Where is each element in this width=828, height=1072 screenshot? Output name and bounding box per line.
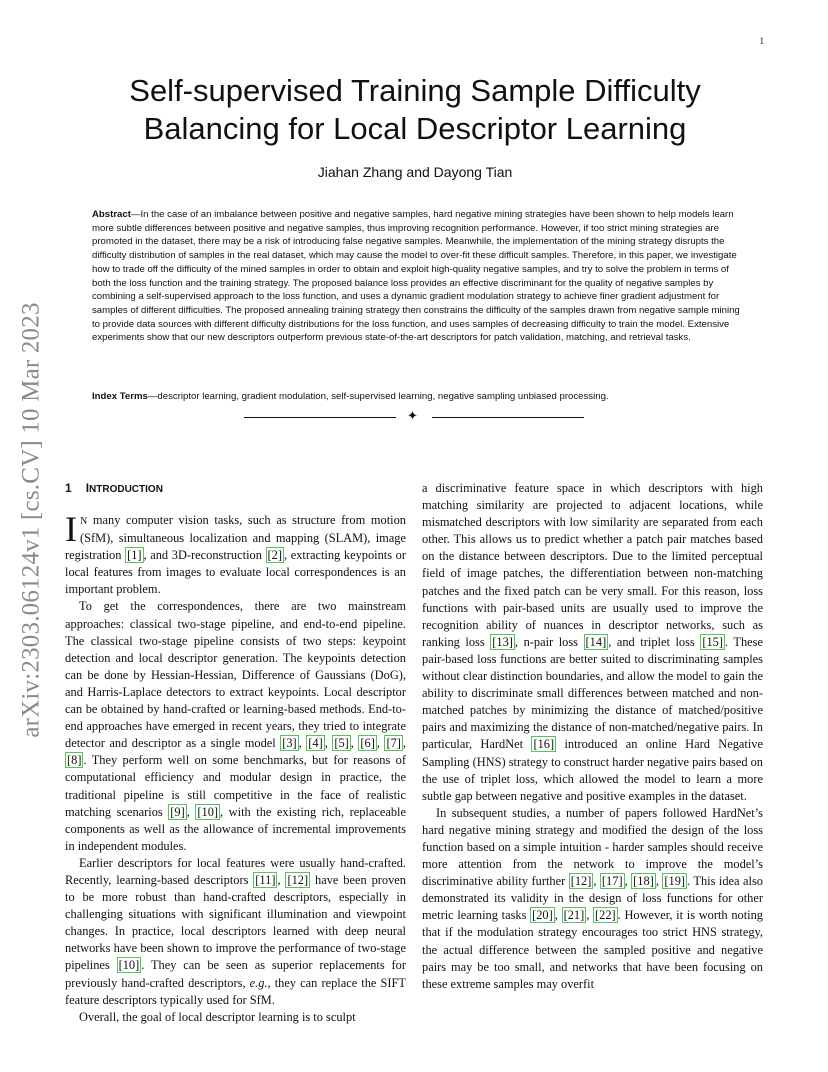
right-column xyxy=(422,480,763,993)
text-run: a discriminative feature space in which descriptors with high matching similarity are projected to adjacent locations, while mismatched descriptors with low similarity are separated from each other. This allows us to predict whether a patch pair matches based on the distance between descriptors. Due to the limited perceptual field of image patches, the differentiation between non-matching patches and the fixed patch can be very small. For this reason, loss functions with pair-based units are usually used to improve the recognition ability of nuances in descriptor networks, such as ranking loss xyxy=(422,481,763,649)
index-terms-label: Index Terms xyxy=(92,391,148,402)
citation-link[interactable]: [4] xyxy=(308,736,323,751)
separator: , xyxy=(376,736,385,751)
abstract-text: —In the case of an imbalance between positive and negative samples, hard negative mining strategies have been shown to help models learn more subtle differences between positive and negative samples, thus improving recognition performance. However, if too strict mining strategies are promoted in the dataset, there may be a risk of introducing false negative samples. Meanwhile, the implementation of the mining strategy disrupts the difficulty distribution of samples in the real dataset, which may cause the model to over-fit these difficult samples. Therefore, in this paper, we investigate how to trade off the difficulty of the mined samples in order to obtain and exploit high-quality negative samples, and try to solve the problem in terms of both the loss function and the training strategy. The proposed balance loss provides an effective discriminant for the quality of negative samples by combining a self-supervised approach to the loss function, and uses a dynamic gradient modulation strategy to achieve finer gradient adjustment for samples of different difficulties. The proposed annealing training strategy then constrains the difficulty of the samples drawn from negative sample mining to provide data sources with different difficulty distributions for the loss function, and uses samples of decreasing difficulty to train the model. Extensive experiments show that our new descriptors outperform previous state-of-the-art descriptors for patch validation, matching, and retrieval tasks. xyxy=(92,209,740,344)
authors: Jiahan Zhang and Dayong Tian xyxy=(317,164,513,180)
text-run: many computer vision tasks, such as structure from motion (SfM), simultaneous localization and mapping (SLAM), image registration xyxy=(65,513,406,563)
text-run: . However, it is worth noting that if the modulation strategy encourages too strict HNS strategy, the actual difference between the sampled positive and negative pairs may be too small, and networks that have been focusing on these extreme samples may overfit xyxy=(422,908,763,991)
arxiv-sidebar xyxy=(12,280,52,760)
text-run: , they can replace the SIFT feature descriptors typically used for SfM. xyxy=(65,975,406,1007)
section-divider xyxy=(244,410,584,424)
citation-link[interactable]: [19] xyxy=(664,874,686,889)
drop-cap: I xyxy=(65,509,77,549)
citation-link[interactable]: [10] xyxy=(197,804,219,819)
paragraph xyxy=(422,805,763,993)
separator: , xyxy=(298,736,307,751)
citation-link[interactable]: [20] xyxy=(532,908,553,923)
separator: , xyxy=(586,908,594,923)
citation-link[interactable]: [9] xyxy=(170,804,185,819)
citation-link[interactable]: [10] xyxy=(118,958,140,973)
citation-link[interactable]: [22] xyxy=(595,908,616,923)
paragraph xyxy=(65,598,406,854)
citation-link[interactable]: [13] xyxy=(492,634,513,649)
section-title-initial: I xyxy=(85,481,90,495)
text-run: , with the existing rich, replaceable components as well as the allowance of incremental improvements in independent modules. xyxy=(65,804,407,853)
separator: , xyxy=(554,908,562,923)
citation-link[interactable]: [18] xyxy=(633,874,654,889)
abstract-label: Abstract xyxy=(92,209,131,220)
separator: , xyxy=(593,874,600,889)
text-run: introduced an online Hard Negative Sampling (HNS) strategy to construct harder negative pairs based on the use of triplet loss, which allowed the model to learn a more subtle gap between negative and positive examples in the dataset. xyxy=(422,737,763,803)
italic-text: e.g. xyxy=(249,975,268,990)
section-heading xyxy=(65,480,406,498)
star-icon: ✦ xyxy=(407,409,418,424)
paragraph xyxy=(65,509,406,598)
citation-link[interactable]: [2] xyxy=(267,548,282,563)
paragraph xyxy=(422,480,763,805)
arxiv-identifier[interactable]: arXiv:2303.06124v1 [cs.CV] 10 Mar 2023 xyxy=(18,302,46,738)
citation-link[interactable]: [12] xyxy=(570,874,592,889)
text-run: Overall, the goal of local descriptor learning is to sculpt xyxy=(79,1009,356,1024)
abstract xyxy=(92,208,742,345)
divider-line-right xyxy=(432,417,584,418)
text-run: Earlier descriptors for local features were usually hand-crafted. Recently, learning-based descriptors xyxy=(65,855,406,887)
section-number: 1 xyxy=(65,481,72,495)
section-title-rest: NTRODUCTION xyxy=(89,484,163,495)
page-number: 1 xyxy=(759,36,764,46)
left-column xyxy=(65,480,406,1026)
citation-link[interactable]: [6] xyxy=(360,736,375,751)
text-run: have been proven to be more robust than hand-crafted descriptors, especially in challenging situations with significant illumination and viewpoint changes. In practice, local descriptors learned with deep neural networks have been shown to improve the performance of two-stage pipelines xyxy=(65,872,406,973)
citation-link[interactable]: [14] xyxy=(585,634,607,649)
citation-link[interactable]: [16] xyxy=(533,737,555,752)
separator: , xyxy=(186,804,196,819)
citation-link[interactable]: [1] xyxy=(127,548,142,563)
paragraph xyxy=(65,855,406,1009)
text-run: In subsequent studies, a number of papers followed HardNet’s hard negative mining strategy and modified the design of the loss function based on a simple intuition - harder samples should receive more attention from the network to improve the model’s discriminative ability further xyxy=(422,805,763,889)
separator: , xyxy=(324,736,333,751)
separator: , xyxy=(655,874,663,889)
citation-link[interactable]: [15] xyxy=(702,634,723,649)
text-run: , and triplet loss xyxy=(608,634,701,649)
text-run: , extracting keypoints or local features from images to evaluate local correspondences is an important problem. xyxy=(65,548,406,597)
small-caps-text: N xyxy=(80,516,88,527)
text-run: . These pair-based loss functions are better suited to discriminating samples without clear distinction boundaries, and allow the model to gain the ability to discriminate small differences between matched and non-matched patches by minimizing the distance of matched/positive pairs and maximizing the distance of non-matched/negative pairs. In particular, HardNet xyxy=(422,634,763,752)
citation-link[interactable]: [5] xyxy=(334,736,349,751)
separator: , xyxy=(350,736,359,751)
text-run: To get the correspondences, there are two mainstream approaches: classical two-stage pipeline, and end-to-end pipeline. The classical two-stage pipeline consists of two steps: keypoint detection and local descriptor generation. The keypoints detection can be done by Hessian-Hessian, Difference of Gaussians (DoG), and Harris-Laplace detectors to extract keypoints. Local descriptor can be obtained by hand-crafted or learning-based methods. End-to-end approaches have emerged in recent years, they tried to integrate detector and descriptor as a single model xyxy=(65,599,406,751)
citation-link[interactable]: [7] xyxy=(386,736,401,751)
paragraph xyxy=(65,1009,406,1026)
citation-link[interactable]: [12] xyxy=(287,872,309,887)
separator: , xyxy=(624,874,632,889)
text-run: , n-pair loss xyxy=(514,634,584,649)
text-run: . They perform well on some benchmarks, but for reasons of computational efficiency and modular design in practice, the traditional pipeline is still competitive in the face of realistic matching scenarios xyxy=(65,753,406,819)
citation-link[interactable]: [8] xyxy=(67,753,82,768)
text-run: . This idea also demonstrated its validity in the design of loss functions for other metric learning tasks xyxy=(422,874,763,923)
citation-link[interactable]: [17] xyxy=(601,874,623,889)
separator: , xyxy=(402,736,407,751)
citation-link[interactable]: [3] xyxy=(282,736,297,751)
citation-link[interactable]: [11] xyxy=(255,872,276,887)
text-run: , and 3D-reconstruction xyxy=(143,548,266,563)
citation-link[interactable]: [21] xyxy=(563,908,585,923)
divider-line-left xyxy=(244,417,396,418)
paper-title: Self-supervised Training Sample Difficulty Balancing for Local Descriptor Learning xyxy=(129,73,701,146)
separator: , xyxy=(277,872,286,887)
index-terms xyxy=(92,390,742,404)
text-run: . They can be seen as superior replacements for previously hand-crafted descriptors, xyxy=(65,958,406,990)
index-terms-text: —descriptor learning, gradient modulation, self-supervised learning, negative sampling unbiased processing. xyxy=(147,391,609,402)
